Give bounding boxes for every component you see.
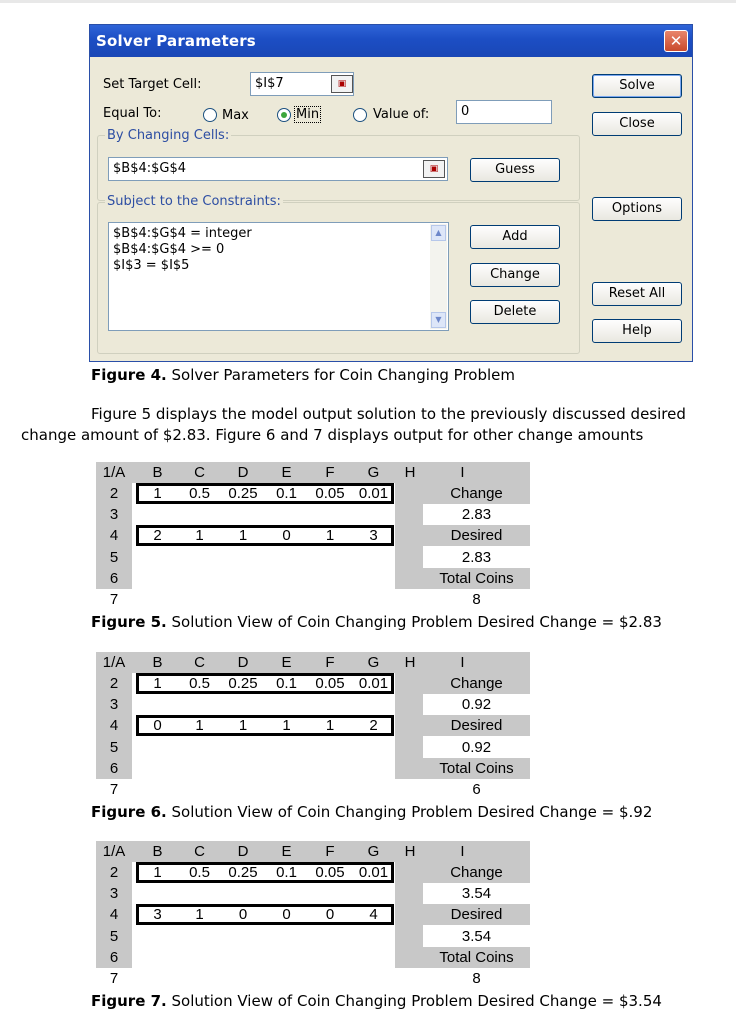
coin-value-cell: 0.01	[358, 485, 389, 502]
solve-button[interactable]: Solve	[592, 74, 682, 98]
dialog-title: Solver Parameters	[96, 32, 256, 50]
coin-count-cell: 2	[369, 717, 378, 735]
help-button[interactable]: Help	[592, 319, 682, 343]
coin-count-cell: 1	[238, 717, 248, 735]
desired-value: 0.92	[461, 738, 492, 756]
coin-count-cell: 3	[369, 527, 378, 545]
coin-count-cell: 1	[325, 527, 335, 545]
figure-number: Figure 7.	[91, 992, 167, 1010]
row-number: 7	[109, 970, 119, 987]
coin-counts-box	[136, 525, 394, 546]
target-cell-input[interactable]: $I$7	[250, 72, 354, 96]
label-desired: Desired	[450, 527, 503, 545]
radio-max-label: Max	[222, 108, 249, 123]
radio-value-of[interactable]	[353, 108, 367, 122]
add-button[interactable]: Add	[470, 225, 560, 249]
figure-4-caption	[91, 366, 515, 384]
row-number: 2	[109, 864, 119, 881]
row-number: 3	[109, 696, 119, 714]
column-header: E	[281, 843, 292, 860]
close-button[interactable]: Close	[592, 112, 682, 136]
list-item[interactable]: $B$4:$G$4 = integer	[113, 226, 252, 241]
column-header: D	[237, 654, 249, 671]
coin-count-cell: 1	[282, 717, 291, 735]
column-header: C	[194, 654, 205, 671]
coin-count-cell: 0	[282, 906, 291, 924]
coin-value-cell: 0.1	[276, 864, 297, 881]
total-coins-value: 8	[472, 970, 481, 987]
figure-text: Solver Parameters for Coin Changing Problem	[166, 366, 516, 384]
radio-max[interactable]	[203, 108, 217, 122]
coin-count-cell: 1	[195, 906, 204, 924]
figure-text: Solution View of Coin Changing Problem Desired Change = $3.54	[166, 992, 662, 1010]
coin-value-cell: 1	[153, 485, 162, 502]
coin-value-cell: 0.01	[358, 675, 389, 692]
column-header: E	[281, 464, 292, 481]
row-number: 3	[109, 506, 119, 524]
coin-value-cell: 0.05	[315, 485, 345, 502]
constraints-list[interactable]	[108, 222, 449, 331]
row-number: 5	[109, 927, 119, 945]
constraints-label: Subject to the Constraints:	[107, 194, 281, 209]
coin-value-cell: 1	[153, 675, 162, 692]
coin-count-cell: 0	[153, 717, 162, 735]
scroll-up-icon[interactable]: ▲	[431, 225, 446, 241]
row-number: 2	[109, 675, 119, 692]
coin-value-cell: 0.01	[358, 864, 389, 881]
label-total-coins: Total Coins	[439, 948, 514, 966]
row-number: 4	[109, 527, 119, 545]
total-coins-value: 8	[472, 591, 481, 608]
coin-count-cell: 1	[238, 527, 248, 545]
solver-dialog	[89, 24, 693, 362]
column-header: D	[237, 843, 249, 860]
top-rule	[0, 0, 736, 3]
coin-values-box	[136, 862, 394, 883]
changing-cells-input[interactable]: $B$4:$G$4	[108, 157, 448, 181]
column-header: F	[325, 464, 335, 481]
change-value: 0.92	[461, 696, 492, 714]
scrollbar[interactable]	[430, 224, 447, 329]
column-header: G	[367, 464, 380, 481]
column-header: B	[152, 654, 163, 671]
coin-values-box	[136, 673, 394, 694]
row-number: 7	[109, 781, 119, 798]
coin-value-cell: 0.25	[228, 675, 258, 692]
coin-value-cell: 0.05	[315, 864, 345, 881]
coin-count-cell: 2	[153, 527, 162, 545]
row-number: 5	[109, 548, 119, 566]
radio-value-of-label: Value of:	[373, 107, 430, 122]
list-item[interactable]: $I$3 = $I$5	[113, 258, 190, 273]
coin-value-cell: 0.5	[189, 675, 210, 692]
list-item[interactable]: $B$4:$G$4 >= 0	[113, 242, 225, 257]
coin-counts-box	[136, 715, 394, 736]
column-header: C	[194, 843, 205, 860]
coin-value-cell: 0.05	[315, 675, 345, 692]
column-header: B	[152, 843, 163, 860]
solution-sheet	[96, 841, 530, 989]
figure-caption	[91, 613, 662, 631]
coin-count-cell: 0	[282, 527, 291, 545]
column-header: F	[325, 654, 335, 671]
coin-values-box	[136, 483, 394, 504]
row-number: 4	[109, 906, 119, 924]
coin-count-cell: 3	[153, 906, 162, 924]
total-coins-value: 6	[472, 781, 481, 798]
delete-button[interactable]: Delete	[470, 300, 560, 324]
coin-value-cell: 0.1	[276, 675, 297, 692]
label-change: Change	[450, 675, 503, 692]
radio-min-label: Min	[296, 107, 320, 122]
coin-count-cell: 1	[195, 527, 204, 545]
column-header: E	[281, 654, 292, 671]
coin-count-cell: 1	[195, 717, 204, 735]
column-header: G	[367, 843, 380, 860]
column-header: H	[404, 843, 416, 860]
figure-caption	[91, 992, 662, 1010]
change-button[interactable]: Change	[470, 263, 560, 287]
row-number: 5	[109, 738, 119, 756]
label-desired: Desired	[450, 717, 503, 735]
figure-caption	[91, 803, 652, 821]
coin-counts-box	[136, 904, 394, 925]
coin-count-cell: 0	[238, 906, 248, 924]
coin-count-cell: 1	[325, 717, 335, 735]
changing-cells-label: By Changing Cells:	[107, 128, 230, 143]
figure-text: Solution View of Coin Changing Problem Desired Change = $.92	[166, 803, 653, 821]
paragraph-line-2: change amount of $2.83. Figure 6 and 7 displays output for other change amounts	[21, 426, 644, 444]
desired-value: 2.83	[461, 548, 492, 566]
row-number: 4	[109, 717, 119, 735]
column-header: 1/A	[102, 464, 126, 481]
figure-number: Figure 5.	[91, 613, 167, 631]
collapse-dialog-icon[interactable]: ▣	[423, 160, 445, 178]
coin-value-cell: 0.5	[189, 864, 210, 881]
equal-to-label: Equal To:	[103, 106, 162, 121]
row-number: 2	[109, 485, 119, 502]
label-total-coins: Total Coins	[439, 569, 514, 587]
label-change: Change	[450, 485, 503, 502]
column-header: 1/A	[102, 654, 126, 671]
row-number: 6	[109, 759, 119, 777]
change-value: 3.54	[461, 885, 492, 903]
figure-text: Solution View of Coin Changing Problem Desired Change = $2.83	[166, 613, 662, 631]
change-value: 2.83	[461, 506, 492, 524]
set-target-label: Set Target Cell:	[103, 77, 202, 92]
coin-value-cell: 0.1	[276, 485, 297, 502]
row-number: 7	[109, 591, 119, 608]
row-number: 6	[109, 948, 119, 966]
guess-button[interactable]: Guess	[470, 158, 560, 182]
coin-value-cell: 0.25	[228, 864, 258, 881]
column-header: F	[325, 843, 335, 860]
coin-count-cell: 0	[325, 906, 335, 924]
solution-sheet	[96, 652, 530, 800]
column-header: G	[367, 654, 380, 671]
label-total-coins: Total Coins	[439, 759, 514, 777]
radio-min[interactable]	[277, 108, 291, 122]
column-header: B	[152, 464, 163, 481]
column-header: I	[460, 464, 465, 481]
close-icon[interactable]: ✕	[664, 30, 688, 52]
options-button[interactable]: Options	[592, 197, 682, 221]
coin-value-cell: 0.5	[189, 485, 210, 502]
row-number: 3	[109, 885, 119, 903]
label-change: Change	[450, 864, 503, 881]
column-header: 1/A	[102, 843, 126, 860]
column-header: H	[404, 654, 416, 671]
title-bar	[90, 25, 692, 57]
paragraph-line-1: Figure 5 displays the model output solution to the previously discussed desired	[91, 405, 686, 423]
column-header: I	[460, 843, 465, 860]
scroll-down-icon[interactable]: ▼	[431, 312, 446, 328]
label-desired: Desired	[450, 906, 503, 924]
column-header: I	[460, 654, 465, 671]
coin-count-cell: 4	[369, 906, 378, 924]
desired-value: 3.54	[461, 927, 492, 945]
value-of-input[interactable]: 0	[456, 100, 552, 124]
figure-number: Figure 4.	[91, 366, 167, 384]
column-header: C	[194, 464, 205, 481]
solution-sheet	[96, 462, 530, 610]
coin-value-cell: 0.25	[228, 485, 258, 502]
column-header: D	[237, 464, 249, 481]
figure-number: Figure 6.	[91, 803, 167, 821]
reset-all-button[interactable]: Reset All	[592, 282, 682, 306]
collapse-dialog-icon[interactable]: ▣	[331, 75, 353, 93]
column-header: H	[404, 464, 416, 481]
row-number: 6	[109, 569, 119, 587]
coin-value-cell: 1	[153, 864, 162, 881]
